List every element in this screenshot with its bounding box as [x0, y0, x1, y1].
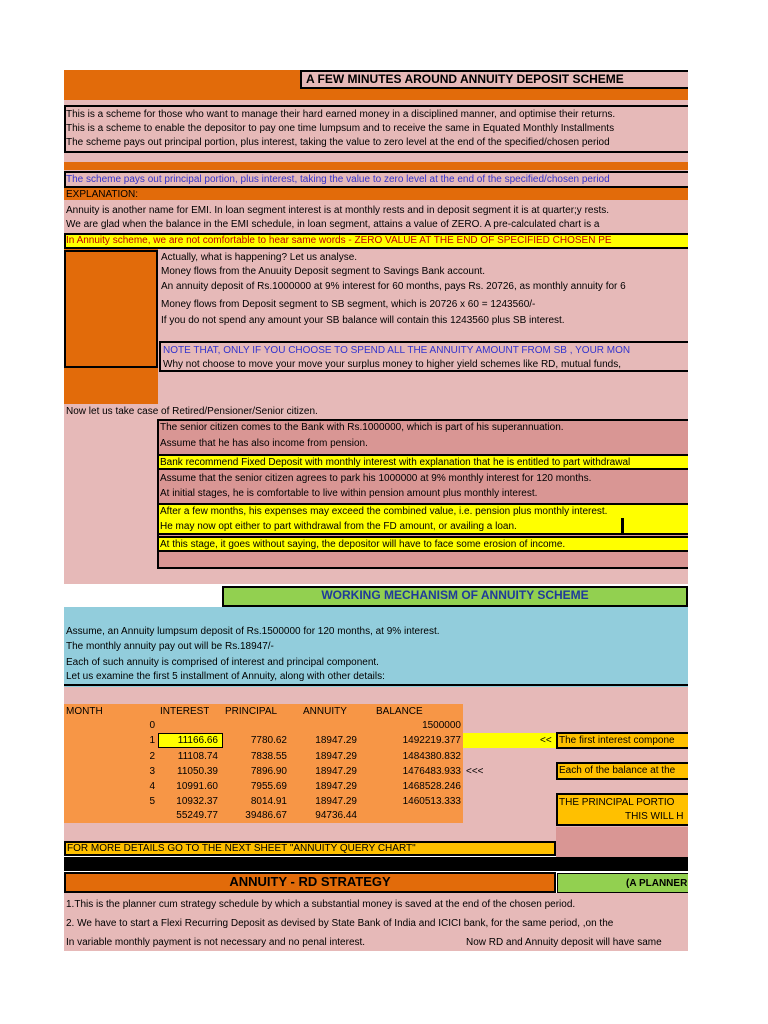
assume-border — [64, 684, 688, 686]
col-principal: PRINCIPAL — [225, 706, 278, 717]
side-note-3-shadow — [556, 827, 688, 857]
more-details-text: FOR MORE DETAILS GO TO THE NEXT SHEET "ANNUITY QUERY CHART" — [67, 843, 416, 854]
analysis-orange-box — [64, 250, 158, 368]
table-row-4-interest: 10991.60 — [176, 781, 218, 792]
note-text: NOTE THAT, ONLY IF YOU CHOOSE TO SPEND ALL THE ANNUITY AMOUNT FROM SB , YOUR MON — [163, 345, 631, 356]
analysis-line-2: Money flows from the Anuuity Deposit segment to Savings Bank account. — [161, 266, 486, 277]
analysis-line-4: Money flows from Deposit segment to SB segment, which is 20726 x 60 = 1243560/- — [161, 299, 536, 310]
table-row-3-month: 3 — [149, 766, 155, 777]
side-note-1: The first interest compone — [559, 735, 675, 746]
rd-line-3a: In variable monthly payment is not necessary and no penal interest. — [66, 937, 366, 948]
table-row-3-principal: 7896.90 — [250, 766, 287, 777]
retired-line-4: Assume that the senior citizen agrees to park his 1000000 at 9% monthly interest for 120 months. — [160, 473, 592, 484]
table-row-4-balance: 1468528.246 — [402, 781, 461, 792]
retired-line-7: He may now opt either to part withdrawal from the FD amount, or availing a loan. — [160, 521, 517, 532]
assume-line-4: Let us examine the first 5 installment of Annuity, along with other details: — [66, 671, 385, 682]
col-balance: BALANCE — [376, 706, 423, 717]
table-row-2-month: 2 — [149, 751, 155, 762]
arrow-2: <<< — [466, 766, 484, 777]
retired-line-3: Bank recommend Fixed Deposit with monthly interest with explanation that he is entitled to part withdrawal — [160, 457, 631, 468]
retired-heading: Now let us take case of Retired/Pensioner/Senior citizen. — [66, 406, 318, 417]
intro-line-2: This is a scheme to enable the depositor to pay one time lumpsum and to receive the same in Equated Monthly Installments — [66, 123, 615, 134]
table-row-0-month: 0 — [149, 720, 155, 731]
retired-line-5: At initial stages, he is comfortable to live within pension amount plus monthly interest. — [160, 488, 538, 499]
page-title: A FEW MINUTES AROUND ANNUITY DEPOSIT SCHEME — [306, 72, 624, 86]
total-annuity: 94736.44 — [315, 810, 357, 821]
rd-line-3b: Now RD and Annuity deposit will have same — [466, 937, 662, 948]
table-row-4-principal: 7955.69 — [250, 781, 287, 792]
side-note-2: Each of the balance at the — [559, 765, 676, 776]
table-row-2-balance: 1484380.832 — [402, 751, 461, 762]
blue-line: The scheme pays out principal portion, plus interest, taking the value to zero level at the end of the specified/chosen period — [66, 174, 610, 185]
table-row-4-annuity: 18947.29 — [315, 781, 357, 792]
table-row-2-annuity: 18947.29 — [315, 751, 357, 762]
col-month: MONTH — [66, 706, 103, 717]
col-annuity: ANNUITY — [303, 706, 347, 717]
rd-line-1: 1.This is the planner cum strategy schedule by which a substantial money is saved at the end of the chosen period. — [66, 899, 576, 910]
total-interest: 55249.77 — [176, 810, 218, 821]
rd-heading: ANNUITY - RD STRATEGY — [229, 874, 391, 889]
table-row-5-month: 5 — [149, 796, 155, 807]
table-row-3-annuity: 18947.29 — [315, 766, 357, 777]
black-band — [64, 857, 688, 871]
table-row-5-annuity: 18947.29 — [315, 796, 357, 807]
table-row-0-balance: 1500000 — [422, 720, 461, 731]
intro-line-3: The scheme pays out principal portion, plus interest, taking the value to zero level at the end of the specified/chosen period — [66, 137, 610, 148]
assume-line-2: The monthly annuity pay out will be Rs.18947/- — [66, 641, 274, 652]
side-note-3-line-2: THIS WILL H — [625, 811, 684, 822]
analysis-line-3: An annuity deposit of Rs.1000000 at 9% interest for 60 months, pays Rs. 20726, as monthly annuity for 6 — [161, 281, 626, 292]
side-note-3-line-1: THE PRINCIPAL PORTIO — [559, 797, 675, 808]
table-row-2-interest: 11108.74 — [177, 751, 218, 762]
table-row-5-interest: 10932.37 — [176, 796, 218, 807]
table-row-3-balance: 1476483.933 — [402, 766, 461, 777]
table-row-2-principal: 7838.55 — [250, 751, 287, 762]
table-row-1-month: 1 — [149, 735, 155, 746]
explanation-label: EXPLANATION: — [66, 189, 139, 200]
table-row-5-principal: 8014.91 — [250, 796, 287, 807]
working-heading: WORKING MECHANISM OF ANNUITY SCHEME — [321, 588, 589, 602]
retired-line-1: The senior citizen comes to the Bank with Rs.1000000, which is part of his superannuation. — [160, 422, 564, 433]
explanation-line-1: Annuity is another name for EMI. In loan segment interest is at monthly rests and in deposit segment it is at quarter;y rests. — [66, 205, 610, 216]
retired-marker — [621, 518, 624, 534]
planner-tag: (A PLANNER — [626, 878, 688, 889]
retired-line-2: Assume that he has also income from pension. — [160, 438, 368, 449]
col-interest: INTEREST — [160, 706, 210, 717]
arrow-1: << — [540, 735, 552, 746]
table-row-1-annuity: 18947.29 — [315, 735, 357, 746]
assume-line-3: Each of such annuity is comprised of interest and principal component. — [66, 657, 379, 668]
table-row-1-principal: 7780.62 — [250, 735, 287, 746]
retired-line-6: After a few months, his expenses may exceed the combined value, i.e. pension plus monthly interest. — [160, 506, 608, 517]
zero-value-text: In Annuity scheme, we are not comfortable to hear same words - ZERO VALUE AT THE END OF SPECIFIED CHOSEN PE — [66, 235, 612, 246]
total-principal: 39486.67 — [245, 810, 287, 821]
analysis-line-1: Actually, what is happening? Let us analyse. — [161, 252, 358, 263]
assume-line-1: Assume, an Annuity lumpsum deposit of Rs.1500000 for 120 months, at 9% interest. — [66, 626, 440, 637]
working-left-white — [158, 586, 220, 606]
table-row-1-interest: 11166.66 — [177, 735, 218, 746]
explanation-line-2: We are glad when the balance in the EMI schedule, in loan segment, attains a value of ZERO. A pre-calculated chart is a — [66, 219, 600, 230]
explanation-band — [64, 188, 688, 200]
why-not-text: Why not choose to move your move your surplus money to higher yield schemes like RD, mutual funds, — [163, 359, 621, 370]
intro-line-1: This is a scheme for those who want to manage their hard earned money in a disciplined manner, and optimise their returns. — [66, 109, 616, 120]
analysis-line-5: If you do not spend any amount your SB balance will contain this 1243560 plus SB interest. — [161, 315, 565, 326]
table-row-1-balance: 1492219.377 — [402, 735, 461, 746]
table-row-4-month: 4 — [149, 781, 155, 792]
table-row-5-balance: 1460513.333 — [402, 796, 461, 807]
table-row-3-interest: 11050.39 — [177, 766, 218, 777]
retired-line-8: At this stage, it goes without saying, the depositor will have to face some erosion of income. — [160, 539, 566, 550]
orange-strip — [64, 162, 688, 170]
rd-line-2: 2. We have to start a Flexi Recurring Deposit as devised by State Bank of India and ICICI bank, for the same period, ,on the — [66, 918, 614, 929]
